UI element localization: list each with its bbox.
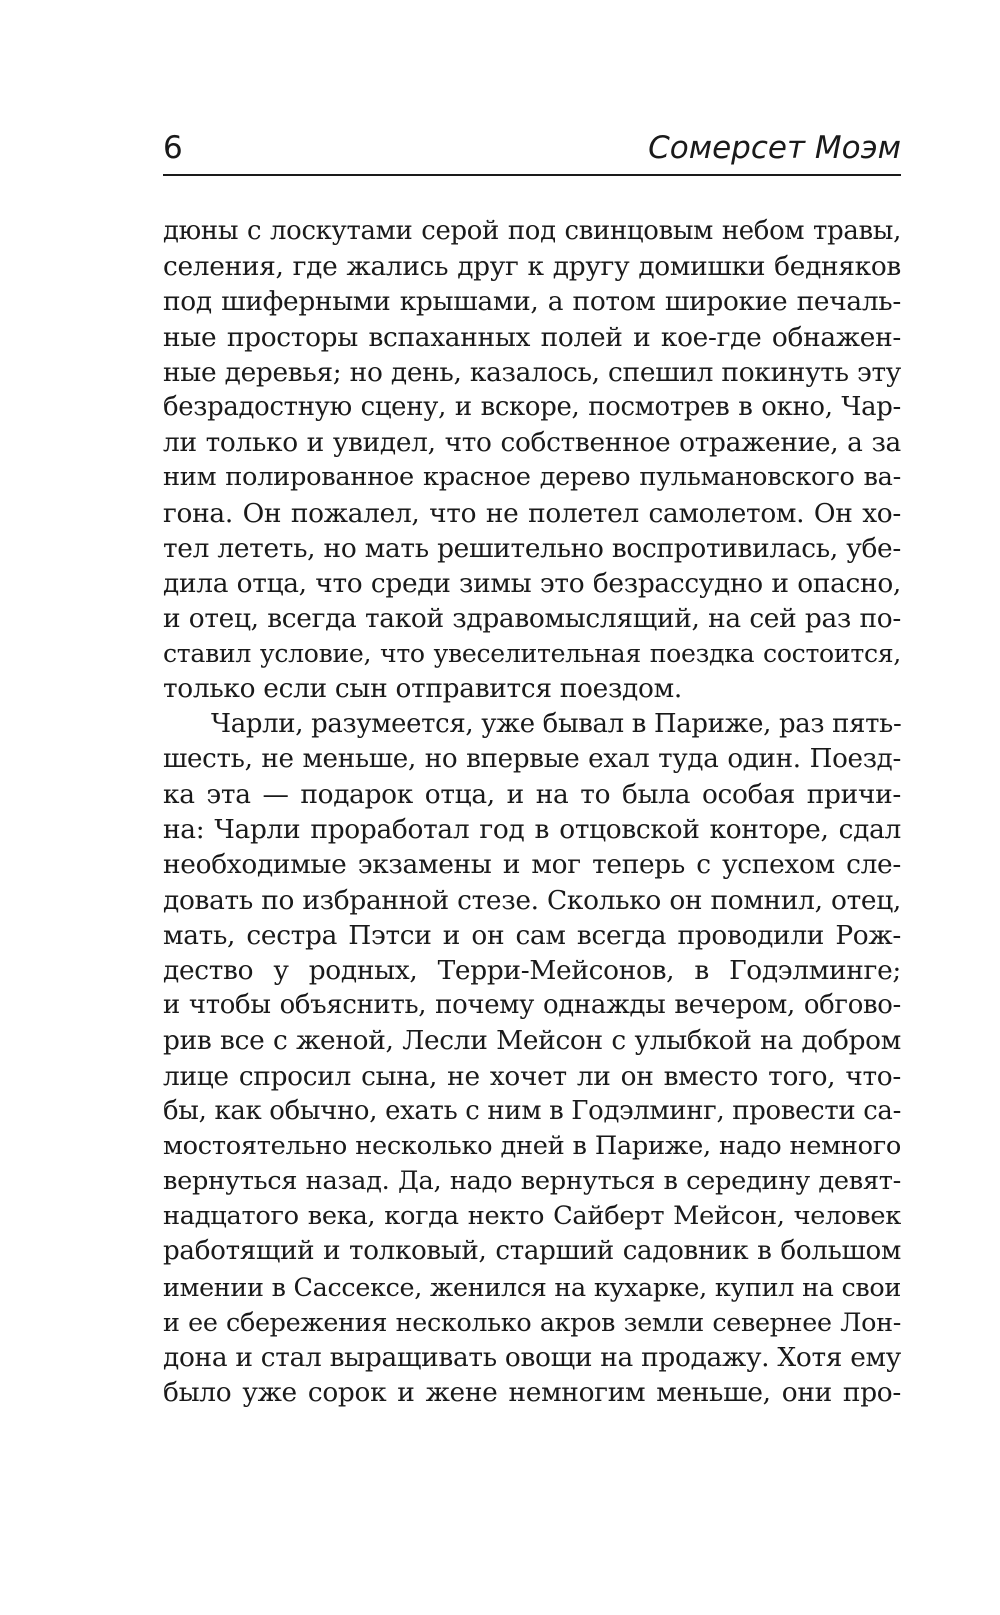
text-line: и ее сбережения несколько акров земли севернее Лон- [163,1306,901,1337]
text-line: довать по избранной стезе. Сколько он помнил, отец, [163,884,901,916]
text-line: надцатого века, когда некто Сайберт Мейсон, человек [163,1201,901,1232]
text-line: безрадостную сцену, и вскоре, посмотрев в окно, Чар- [163,391,901,422]
text-line: только если сын отправится поездом. [163,673,682,705]
text-line: рив все с женой, Лесли Мейсон с улыбкой на добром [163,1025,901,1057]
text-line: и чтобы объяснить, почему однажды вечером, обгово- [163,990,901,1021]
paragraph-2 [163,707,901,1411]
text-line: имении в Сассексе, женился на кухарке, купил на свои [163,1271,901,1302]
text-line: мать, сестра Пэтси и он сам всегда проводили Рож- [163,919,901,951]
text-line: шесть, не меньше, но впервые ехал туда один. Поезд- [163,743,901,774]
text-line: вернуться назад. Да, надо вернуться в середину девят- [163,1166,901,1197]
text-line: ные деревья; но день, казалось, спешил покинуть эту [163,356,901,388]
text-line: лице спросил сына, не хочет ли он вместо того, что- [163,1060,901,1092]
text-line: ставил условие, что увеселительная поездка состоится, [163,639,901,669]
text-line: необходимые экзамены и мог теперь с успехом сле- [163,849,901,881]
text-line: селения, где жались друг к другу домишки бедняков [163,251,901,283]
text-line: ка эта — подарок отца, и на то была особая причи- [163,779,901,810]
text-line: на: Чарли проработал год в отцовской конторе, сдал [163,814,901,846]
text-line: работящий и толковый, старший садовник в большом [163,1236,901,1267]
text-line: гона. Он пожалел, что не полетел самолетом. Он хо- [163,497,901,529]
text-line: Чарли, разумеется, уже бывал в Париже, раз пять- [211,708,902,739]
text-line: бы, как обычно, ехать с ним в Годэлминг, провести са- [163,1095,902,1126]
author-name: Сомерсет Моэм [648,130,901,166]
running-head [163,128,901,176]
text-line: под шиферными крышами, а потом широкие печаль- [163,286,901,318]
text-line: тел лететь, но мать решительно воспротивилась, убе- [163,532,901,564]
text-line: мостоятельно несколько дней в Париже, надо немного [163,1130,901,1161]
body-text [163,214,901,1410]
page-number: 6 [163,130,183,166]
text-line: было уже сорок и жене немногим меньше, они про- [163,1377,901,1409]
text-line: ли только и увидел, что собственное отражение, а за [163,427,901,459]
text-line: и отец, всегда такой здравомыслящий, на сей раз по- [163,603,901,635]
paragraph-1 [163,214,901,707]
text-line: дество у родных, Терри-Мейсонов, в Годэлминге; [163,954,901,986]
text-line: ные просторы вспаханных полей и кое-где обнажен- [163,321,901,353]
text-line: ним полированное красное дерево пульмановского ва- [163,462,901,493]
text-line: дюны с лоскутами серой под свинцовым небом травы, [163,216,901,246]
text-line: дила отца, что среди зимы это безрассудно и опасно, [163,567,901,599]
text-line: дона и стал выращивать овощи на продажу. Хотя ему [163,1342,901,1373]
